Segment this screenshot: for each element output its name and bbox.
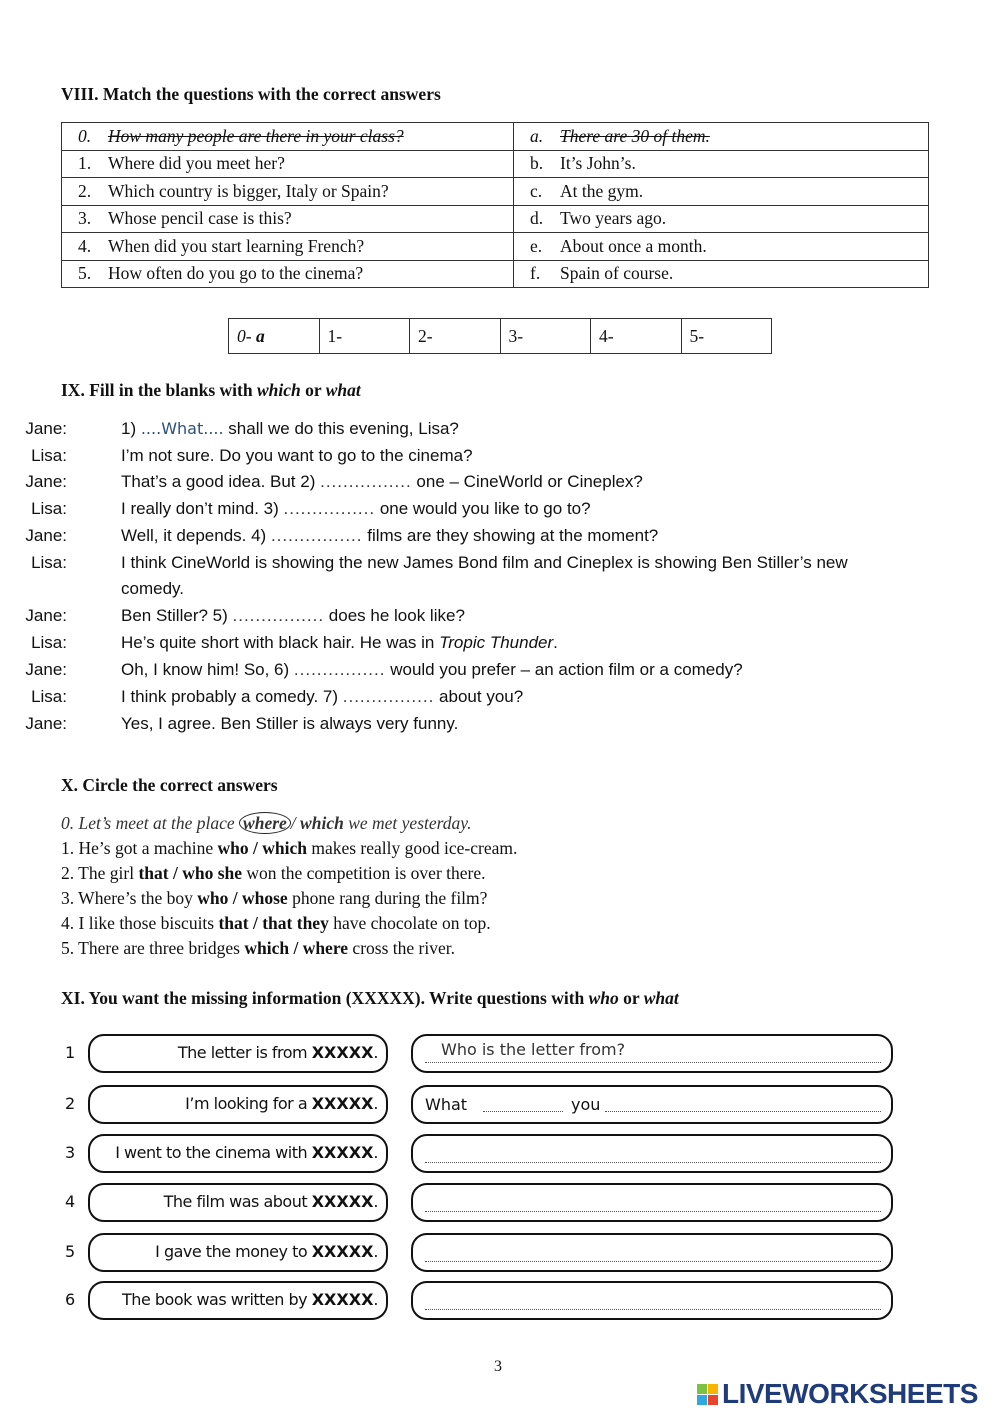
speaker: Lisa: — [31, 446, 67, 465]
answer-input[interactable] — [411, 1233, 893, 1272]
answer-input[interactable] — [411, 1183, 893, 1222]
logo-icon — [697, 1384, 718, 1405]
dialogue-line: Jane: Oh, I know him! So, 6) ................ would you prefer – an action film or a comedy? — [25, 660, 743, 679]
options[interactable]: that / that they — [218, 913, 329, 933]
answer-option-cell: c. At the gym. — [514, 178, 929, 206]
answer-option-cell: a. There are 30 of them. — [514, 123, 929, 151]
answer-line — [425, 1162, 881, 1163]
question-cell: 2. Which country is bigger, Italy or Spain? — [62, 178, 514, 206]
answer-blank-filled[interactable]: ....What.... — [140, 419, 224, 438]
dialogue-line: Lisa: I really don’t mind. 3) ................ one would you like to go to? — [31, 499, 591, 518]
match-row — [62, 233, 929, 261]
options[interactable]: who / which — [217, 838, 307, 858]
answer-line — [425, 1309, 881, 1310]
answer-blank[interactable]: ................ — [283, 499, 376, 518]
answer-input[interactable] — [411, 1281, 893, 1320]
answer-cell-5[interactable]: 5- — [681, 319, 772, 354]
question-row: 4 The film was about XXXXX. — [0, 1183, 1000, 1223]
answer-cell-3[interactable]: 3- — [500, 319, 591, 354]
answer-cell-0: 0- a — [229, 319, 320, 354]
dialogue-line: Lisa: I think CineWorld is showing the new James Bond film and Cineplex is showing Ben Stiller’s new — [31, 553, 848, 572]
question-cell: 0. How many people are there in your class? — [62, 123, 514, 151]
answer-line — [425, 1261, 881, 1262]
dialogue-line: Jane: 1) ....What.... shall we do this evening, Lisa? — [25, 419, 459, 438]
section-10-title: X. Circle the correct answers — [61, 775, 278, 795]
statement-bubble: The book was written by XXXXX. — [88, 1281, 388, 1320]
speaker: Jane: — [25, 714, 67, 733]
dialogue-line: Lisa: I think probably a comedy. 7) ................ about you? — [31, 687, 524, 706]
options[interactable]: which / where — [244, 938, 349, 958]
page-number: 3 — [494, 1358, 502, 1375]
question-row: 1 The letter is from XXXXX. Who is the letter from? — [0, 1034, 1000, 1074]
liveworksheets-logo: LIVEWORKSHEETS — [697, 1378, 978, 1410]
circle-item: 2. The girl that / who she won the competition is over there. — [61, 863, 486, 883]
question-cell: 1. Where did you meet her? — [62, 150, 514, 178]
circle-item: 1. He’s got a machine who / which makes really good ice-cream. — [61, 838, 518, 858]
match-table — [61, 122, 929, 288]
match-row — [62, 178, 929, 206]
answer-line — [425, 1211, 881, 1212]
dialogue-line: comedy. — [121, 579, 184, 598]
section-11-title: XI. You want the missing information (XXXXX). Write questions with who or what — [61, 988, 679, 1008]
options[interactable]: who / whose — [197, 888, 288, 908]
statement-bubble: I’m looking for a XXXXX. — [88, 1085, 388, 1124]
dialogue-line: Jane: Ben Stiller? 5) ................ does he look like? — [25, 606, 465, 625]
dialogue-line: Lisa: I’m not sure. Do you want to go to the cinema? — [31, 446, 473, 465]
section-9-title: IX. Fill in the blanks with which or what — [61, 380, 361, 400]
circle-item: 5. There are three bridges which / where cross the river. — [61, 938, 455, 958]
match-row — [62, 150, 929, 178]
question-row: 5 I gave the money to XXXXX. — [0, 1233, 1000, 1273]
dialogue-line: Jane: Yes, I agree. Ben Stiller is always very funny. — [25, 714, 459, 733]
match-row — [62, 205, 929, 233]
answer-blank[interactable]: ................ — [342, 687, 435, 706]
speaker: Jane: — [25, 606, 67, 625]
answer-option-cell: d. Two years ago. — [514, 205, 929, 233]
answer-blank[interactable]: ................ — [232, 606, 325, 625]
answer-option-cell: b. It’s John’s. — [514, 150, 929, 178]
speaker: Lisa: — [31, 499, 67, 518]
question-cell: 3. Whose pencil case is this? — [62, 205, 514, 233]
answer-cell-2[interactable]: 2- — [410, 319, 501, 354]
answer-input[interactable]: What you — [411, 1085, 893, 1124]
dialogue-line: Lisa: He’s quite short with black hair. He was in Tropic Thunder. — [31, 633, 558, 652]
answer-input[interactable] — [411, 1134, 893, 1173]
circle-item: 3. Where’s the boy who / whose phone rang during the film? — [61, 888, 488, 908]
speaker: Jane: — [25, 660, 67, 679]
speaker: Jane: — [25, 526, 67, 545]
question-row: 6 The book was written by XXXXX. — [0, 1281, 1000, 1321]
answer-table — [228, 318, 772, 354]
answer-blank[interactable]: ................ — [270, 526, 363, 545]
statement-bubble: The letter is from XXXXX. — [88, 1034, 388, 1073]
speaker: Lisa: — [31, 633, 67, 652]
speaker: Lisa: — [31, 687, 67, 706]
question-row: 2 I’m looking for a XXXXX. What you — [0, 1085, 1000, 1125]
answer-blank[interactable]: ................ — [320, 472, 412, 491]
dialogue-line: Jane: That’s a good idea. But 2) ................ one – CineWorld or Cineplex? — [25, 472, 643, 491]
answer-cell-4[interactable]: 4- — [591, 319, 682, 354]
dialogue-line: Jane: Well, it depends. 4) ................ films are they showing at the moment? — [25, 526, 659, 545]
section-8-title: VIII. Match the questions with the correct answers — [61, 84, 441, 104]
circle-item: 4. I like those biscuits that / that they have chocolate on top. — [61, 913, 491, 933]
statement-bubble: I went to the cinema with XXXXX. — [88, 1134, 388, 1173]
answer-option-cell: f. Spain of course. — [514, 260, 929, 288]
options[interactable]: that / who she — [138, 863, 243, 883]
speaker: Lisa: — [31, 553, 67, 572]
answer-text: Who is the letter from? — [441, 1040, 626, 1059]
match-row — [62, 123, 929, 151]
statement-bubble: The film was about XXXXX. — [88, 1183, 388, 1222]
question-cell: 4. When did you start learning French? — [62, 233, 514, 261]
answer-option-cell: e. About once a month. — [514, 233, 929, 261]
statement-bubble: I gave the money to XXXXX. — [88, 1233, 388, 1272]
match-row — [62, 260, 929, 288]
answer-cell-1[interactable]: 1- — [319, 319, 410, 354]
speaker: Jane: — [25, 419, 67, 438]
answer-line — [425, 1062, 881, 1063]
answer-blank[interactable]: ................ — [293, 660, 386, 679]
speaker: Jane: — [25, 472, 67, 491]
question-row: 3 I went to the cinema with XXXXX. — [0, 1134, 1000, 1174]
answer-input[interactable] — [411, 1034, 893, 1073]
question-cell: 5. How often do you go to the cinema? — [62, 260, 514, 288]
circle-example: 0. Let’s meet at the place where / which we met yesterday. — [61, 813, 472, 833]
